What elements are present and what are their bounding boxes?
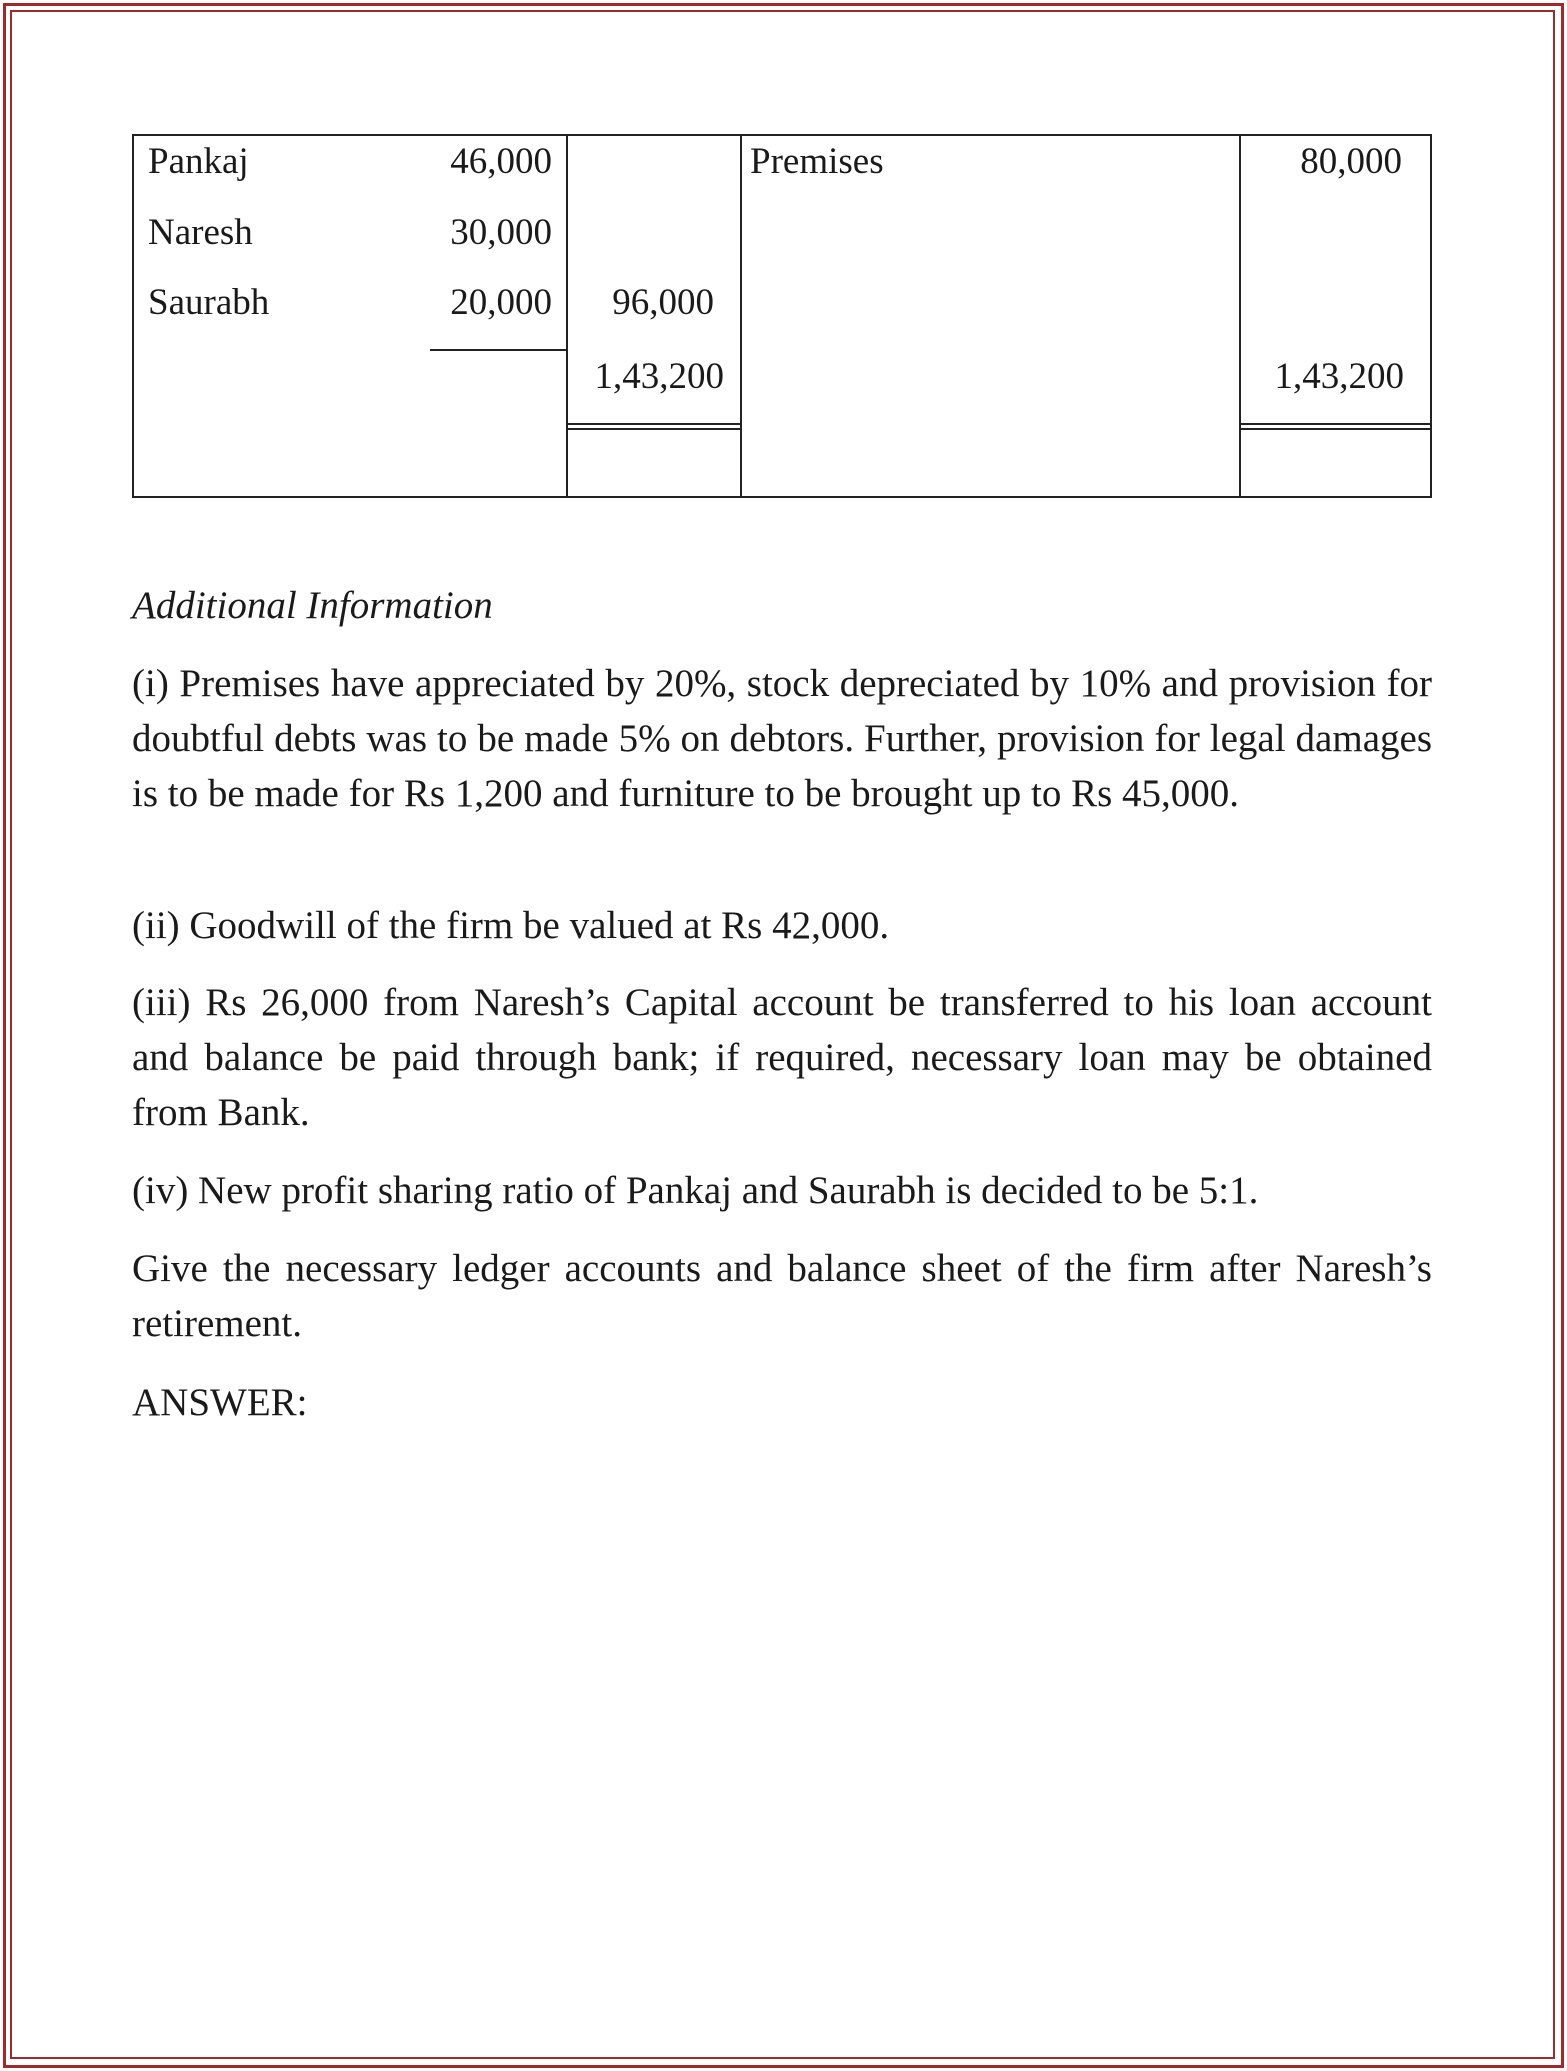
additional-info-heading: Additional Information	[132, 584, 493, 627]
subtotal-rule	[430, 349, 566, 351]
partner-capital: 46,000	[450, 141, 552, 182]
table-divider	[740, 136, 742, 496]
partner-capital: 20,000	[450, 282, 552, 323]
assets-total: 1,43,200	[1274, 356, 1404, 397]
answer-label: ANSWER:	[132, 1381, 308, 1424]
asset-amount: 80,000	[1300, 141, 1402, 182]
info-item-4: (iv) New profit sharing ratio of Pankaj and Saurabh is decided to be 5:1.	[132, 1169, 1259, 1212]
total-double-rule	[568, 428, 740, 430]
info-item-1: (i) Premises have appreciated by 20%, stock depreciated by 10% and provision for doubtful debts was to be made 5% on debtors. Further, provision for legal damages is to be made for Rs 1,200 and furniture to be brought up to Rs 45,000.	[132, 662, 1432, 815]
total-double-rule	[1241, 428, 1432, 430]
total-double-rule	[1241, 423, 1432, 425]
balance-sheet-table	[132, 134, 1432, 498]
partner-name: Naresh	[148, 212, 253, 253]
partner-capital: 30,000	[450, 212, 552, 253]
table-divider	[1239, 136, 1241, 496]
liabilities-total: 1,43,200	[594, 356, 724, 397]
info-item-3: (iii) Rs 26,000 from Naresh’s Capital account be transferred to his loan account and balance be paid through bank; if required, necessary loan may be obtained from Bank.	[132, 981, 1432, 1134]
question-text: Give the necessary ledger accounts and balance sheet of the firm after Naresh’s retirement.	[132, 1247, 1432, 1345]
total-double-rule	[568, 423, 740, 425]
table-divider	[566, 136, 568, 496]
partner-name: Pankaj	[148, 141, 249, 182]
capital-total: 96,000	[612, 282, 714, 323]
asset-name: Premises	[750, 141, 884, 182]
partner-name: Saurabh	[148, 282, 270, 323]
info-item-2: (ii) Goodwill of the firm be valued at Rs 42,000.	[132, 904, 890, 947]
